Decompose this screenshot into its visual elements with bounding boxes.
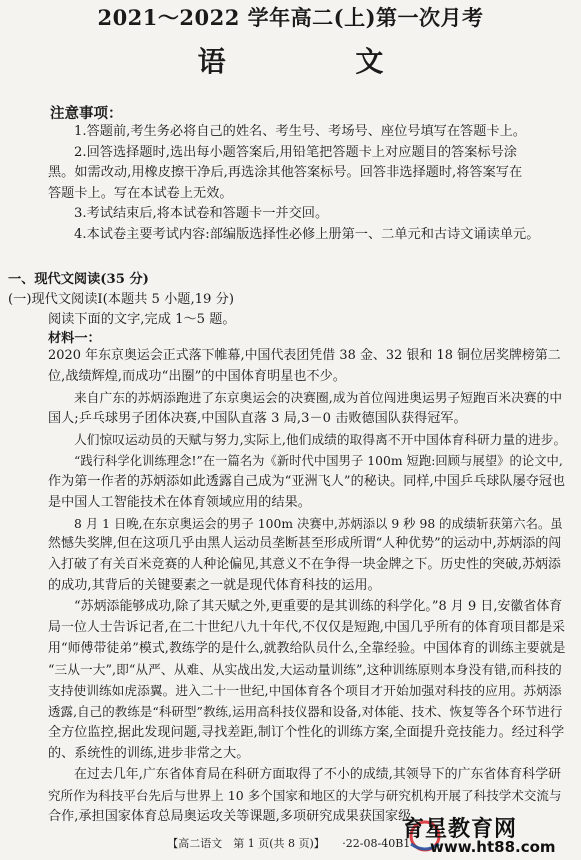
section-title: 一、现代文阅读(35 分) <box>8 272 149 287</box>
passage-line: “三从一大”,即“从严、从难、从实战出发,大运动量训练”,这种训练原则本身没有错,而科技的 <box>48 662 562 678</box>
passage-line: 的、系统性的训练,进步非常之大。 <box>48 745 250 761</box>
subject-title: 语 文 <box>197 45 444 78</box>
watermark-url: www.ht88.com <box>430 838 556 856</box>
section-instruction: 阅读下面的文字,完成 1～5 题。 <box>48 312 236 327</box>
passage-line: 全方位监控,据此发现问题,寻找差距,制订个性化的训练方案,全面提升竞技能力。经过科学 <box>48 724 565 740</box>
passage-line: 局一位人士告诉记者,在二十世纪八九十年代,不仅仅是短跑,中国几乎所有的体育项目都是采 <box>48 620 566 636</box>
passage-line: 然憾失奖牌,但在这项几乎由黑人运动员垄断甚至形成所谓“人种优势”的运动中,苏炳添的闯 <box>48 536 562 552</box>
note-line: 1.答题前,考生务必将自己的姓名、考生号、考场号、座位号填写在答题卡上。 <box>74 124 526 139</box>
passage-line: 入打破了有关百米竞赛的人种论偏见,其意义不在争得一块金牌之下。历史性的突破,苏炳添 <box>48 557 561 573</box>
watermark-brand: 育星教育网 <box>402 817 518 842</box>
passage-line: 作为第一作者的苏炳添如此透露自己成为“亚洲飞人”的秘诀。同样,中国乒乓球队屡夺冠也 <box>48 473 566 489</box>
passage-line: 用“师傅带徒弟”模式,教练学的是什么,就教给队员什么,全靠经验。中国体育的训练主要就是 <box>48 641 566 657</box>
note-line: 3.考试结束后,将本试卷和答题卡一并交回。 <box>74 206 329 221</box>
passage-line: 国人;乒乓球男子团体决赛,中国队直落 3 局,3－0 击败德国队获得冠军。 <box>48 410 467 426</box>
passage-line: 支持使训练如虎添翼。进入二十一世纪,中国体育各个项目才开始加强对科技的应用。苏炳添 <box>48 683 562 698</box>
note-line: 2.回答选择题时,选出每小题答案后,用铅笔把答题卡上对应题目的答案标号涂 <box>74 144 517 160</box>
note-line: 答题卡上。写在本试卷上无效。 <box>48 185 233 201</box>
passage-line: 是中国人工智能技术在体育领域应用的结果。 <box>48 494 311 510</box>
footer-text: 【高二语文 第 1 页(共 8 页)】 <box>167 837 325 850</box>
passage-text <box>48 346 568 828</box>
passage-line: “践行科学化训练理念!”在一篇名为《新时代中国男子 100m 短跑:回顾与展望》的论文中, <box>74 453 563 468</box>
footer-code: ·22-08-40B1· <box>342 837 414 850</box>
passage-line: 透露,自己的教练是“科研型”教练,运用高科技仪器和设备,对体能、技术、恢复等各个环节进行 <box>48 703 563 719</box>
notes-list <box>48 122 556 245</box>
passage-line: 人们惊叹运动员的天赋与努力,实际上,他们成绩的取得离不开中国体育科研力量的进步。 <box>74 431 567 447</box>
passage-line: 来自广东的苏炳添跑进了东京奥运会的决赛圈,成为首位闯进奥运男子短跑百米决赛的中 <box>74 389 563 405</box>
material-label: 材料一： <box>48 331 101 346</box>
passage-line: 合作,承担国家体育总局奥运攻关等课题,多项研究成果获国家级 <box>48 808 412 824</box>
passage-line: 的成功,其背后的关键要素之一就是现代体育科技的运用。 <box>48 578 381 594</box>
exam-title: 2021～2022 学年高二(上)第一次月考 <box>97 5 484 30</box>
passage-line: “苏炳添能够成功,除了其天赋之外,更重要的是其训练的科学化。”8 月 9 日,安徽省体育 <box>74 599 563 615</box>
section-subtitle: (一)现代文阅读Ⅰ(本题共 5 小题,19 分) <box>8 292 234 307</box>
notes-heading: 注意事项： <box>50 105 123 122</box>
passage-line: 2020 年东京奥运会正式落下帷幕,中国代表团凭借 38 金、32 银和 18 铜位居奖牌榜第二 <box>48 348 561 363</box>
passage-line: 8 月 1 日晚,在东京奥运会的男子 100m 决赛中,苏炳添以 9 秒 98 的成绩斩获第六名。虽 <box>74 516 563 531</box>
passage-line: 究所作为科技平台先后与世界上 10 多个国家和地区的大学与研究机构开展了科技学术交流与 <box>48 787 562 803</box>
note-line: 黑。如需改动,用橡皮擦干净后,再选涂其他答案标号。回答非选择题时,将答案写在 <box>48 165 523 180</box>
note-line: 4.本试卷主要考试内容:部编版选择性必修上册第一、二单元和古诗文诵读单元。 <box>74 226 540 242</box>
passage-line: 在过去几年,广东省体育局在科研方面取得了不小的成绩,其领导下的广东省体育科学研 <box>74 766 562 782</box>
passage-line: 位,战绩辉煌,而成功“出圈”的中国体育明星也不少。 <box>48 368 346 384</box>
